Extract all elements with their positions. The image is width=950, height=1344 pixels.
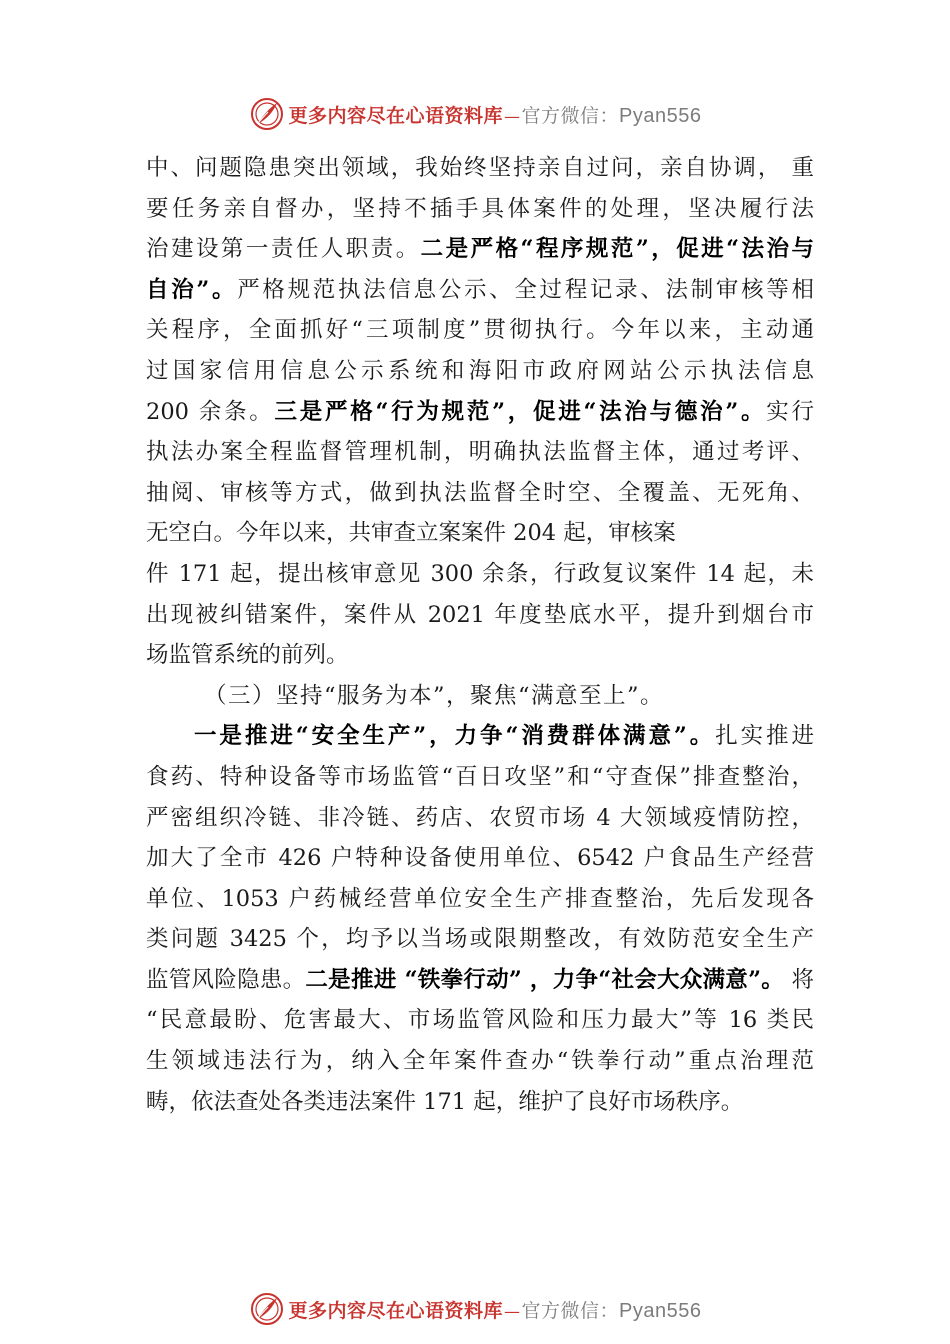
text-line: [146, 879, 814, 920]
text-line: [146, 798, 814, 839]
text-run: 监管风险隐患。: [146, 966, 306, 993]
text-line: [146, 392, 814, 433]
text-run: （三）坚持“服务为本”，聚焦“满意至上”。: [204, 682, 665, 709]
text-line: [146, 351, 814, 392]
text-run: 要任务亲自督办，坚持不插手具体案件的处理，坚决履行法: [146, 195, 814, 222]
bold-text-run: 二是推进 “铁拳行动” ，力争“社会大众满意”。: [305, 966, 785, 993]
document-body: [146, 148, 814, 1122]
text-run: 生领域违法行为，纳入全年案件查办“铁拳行动”重点治理范: [146, 1048, 814, 1075]
bold-text-run: 三是严格“行为规范”，促进“法治与德治”。: [274, 398, 767, 425]
text-run: 类问题 3425 个，均予以当场或限期整改，有效防范安全生产: [146, 926, 814, 953]
text-run: 200 余条。: [146, 398, 275, 425]
text-run: 扎实推进: [715, 723, 814, 750]
bold-text-run: 二是严格“程序规范”，促进“法治与: [420, 236, 814, 263]
text-line: [146, 432, 814, 473]
text-run: 场监管系统的前列。: [146, 642, 349, 669]
text-line: [146, 635, 814, 676]
header-banner-wechat-label: 官方微信：: [521, 104, 620, 127]
text-run: 加大了全市 426 户特种设备使用单位、6542 户食品生产经营: [146, 845, 814, 872]
text-line: [146, 554, 814, 595]
text-run: 实行: [766, 398, 814, 425]
text-run: “民意最盼、危害最大、市场监管风险和压力最大”等 16 类民: [146, 1007, 814, 1034]
text-line: [146, 270, 814, 311]
footer-banner-dash: —: [504, 1301, 521, 1321]
text-run: 抽阅、审核等方式，做到执法监督全时空、全覆盖、无死角、: [146, 479, 814, 506]
text-run: 过国家信用信息公示系统和海阳市政府网站公示执法信息: [146, 357, 814, 384]
text-line: [146, 229, 814, 270]
text-run: 出现被纠错案件，案件从 2021 年度垫底水平，提升到烟台市: [146, 601, 814, 628]
footer-banner-wechat-id: Pyan556: [619, 1299, 702, 1322]
text-run: 关程序，全面抓好“三项制度”贯彻执行。今年以来，主动通: [146, 317, 814, 344]
footer-banner-text: [289, 1296, 702, 1323]
text-run: 中、问题隐患突出领域，我始终坚持亲自过问，亲自协调， 重: [146, 155, 814, 181]
text-run: 执法办案全程监督管理机制，明确执法监督主体，通过考评、: [146, 439, 814, 466]
text-run: 单位、1053 户药械经营单位安全生产排查整治，先后发现各: [146, 885, 814, 912]
header-banner-wechat-id: Pyan556: [619, 104, 702, 127]
text-line: [146, 189, 814, 230]
text-line: [146, 716, 814, 757]
text-line: [146, 1082, 814, 1123]
text-line: [146, 838, 814, 879]
text-line: [146, 473, 814, 514]
bold-text-run: 自治”。: [146, 276, 238, 303]
text-run: 畴，依法查处各类违法案件 171 起，维护了良好市场秩序。: [146, 1088, 744, 1115]
footer-banner-title: 更多内容尽在心语资料库: [288, 1299, 504, 1322]
header-banner-text: [289, 101, 702, 128]
header-banner: [0, 94, 950, 134]
text-line: [146, 919, 814, 960]
text-run: 治建设第一责任人职责。: [146, 236, 421, 263]
text-line: [146, 310, 814, 351]
text-line: [146, 513, 814, 554]
text-line: [146, 1000, 814, 1041]
header-banner-dash: —: [504, 106, 521, 126]
text-run: 严格规范执法信息公示、全过程记录、法制审核等相: [237, 276, 814, 303]
feather-pen-logo-icon: [249, 96, 285, 132]
text-run: 将: [784, 966, 814, 993]
text-run: 件 171 起，提出核审意见 300 余条，行政复议案件 14 起，未: [146, 560, 814, 587]
text-run: 无空白。今年以来，共审查立案案件 204 起，审核案: [146, 520, 676, 547]
footer-banner: [0, 1289, 950, 1329]
text-line: [146, 1041, 814, 1082]
text-run: 食药、特种设备等市场监管“百日攻坚”和“守查保”排查整治，: [146, 763, 814, 790]
bold-text-run: 一是推进“安全生产”，力争“消费群体满意”。: [194, 723, 716, 750]
text-line: [146, 595, 814, 636]
text-line: [146, 148, 814, 189]
feather-pen-logo-icon: [249, 1291, 285, 1327]
text-line: [146, 757, 814, 798]
text-line: [146, 960, 814, 1001]
header-banner-title: 更多内容尽在心语资料库: [288, 104, 504, 127]
footer-banner-wechat-label: 官方微信：: [521, 1299, 620, 1322]
section-heading: [146, 676, 814, 717]
text-run: 严密组织冷链、非冷链、药店、农贸市场 4 大领域疫情防控，: [146, 804, 814, 831]
